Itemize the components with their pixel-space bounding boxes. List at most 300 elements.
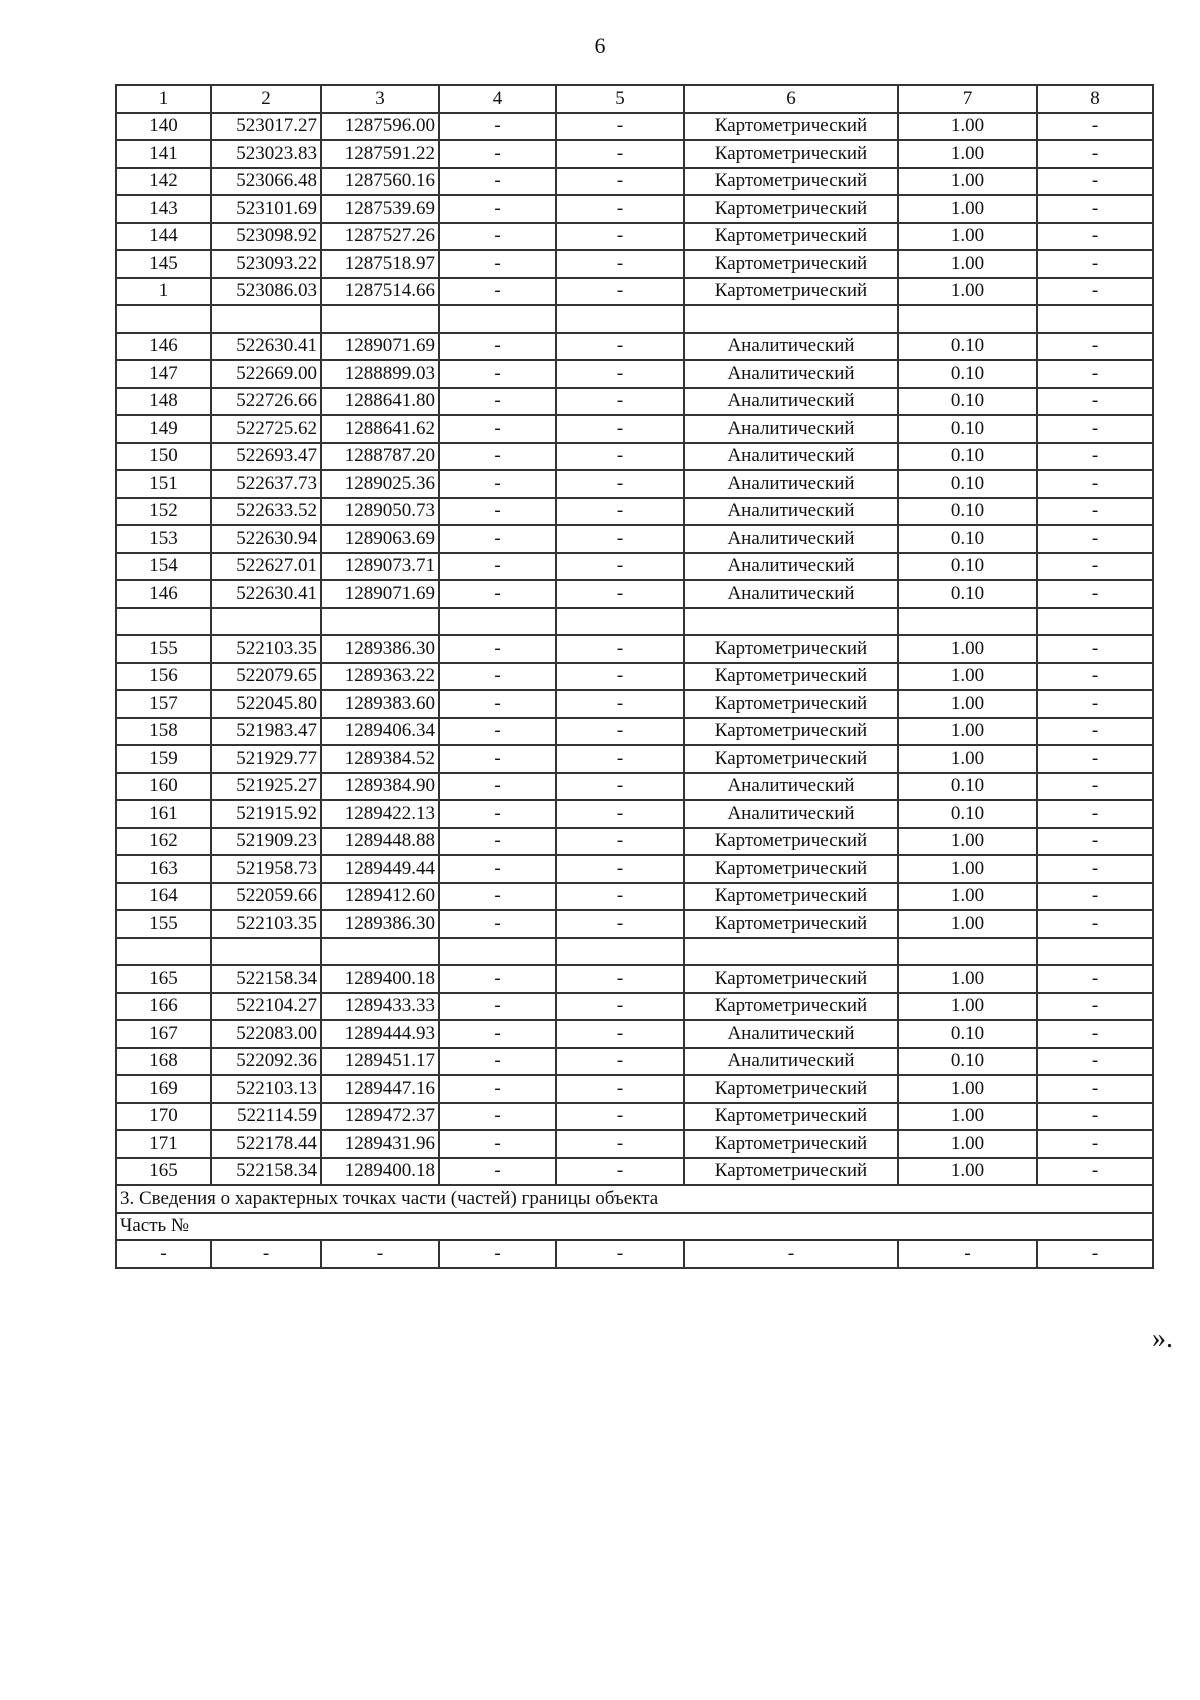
table-row xyxy=(116,250,1153,278)
table-cell-col-5: - xyxy=(556,993,684,1021)
table-cell-col-2: 521958.73 xyxy=(211,855,321,883)
table-cell-col-4: - xyxy=(439,800,556,828)
table-row xyxy=(116,388,1153,416)
table-cell-col-6: Аналитический xyxy=(684,360,898,388)
table-cell-col-5: - xyxy=(556,1103,684,1131)
table-cell-col-2: 522103.35 xyxy=(211,910,321,938)
table-cell-col-4: - xyxy=(439,168,556,196)
table-row xyxy=(116,965,1153,993)
table-cell-col-2: 522103.13 xyxy=(211,1075,321,1103)
table-cell-col-5: - xyxy=(556,443,684,471)
table-cell-col-7: 1.00 xyxy=(898,828,1037,856)
table-cell-col-6: Картометрический xyxy=(684,718,898,746)
table-cell-col-7: 1.00 xyxy=(898,690,1037,718)
table-cell-col-4: - xyxy=(439,140,556,168)
table-cell-col-2: 522158.34 xyxy=(211,965,321,993)
table-cell-col-3: 1287591.22 xyxy=(321,140,439,168)
page-number: 6 xyxy=(594,33,606,58)
table-cell-col-7: 0.10 xyxy=(898,1020,1037,1048)
table-row xyxy=(116,470,1153,498)
table-cell-col-4: - xyxy=(439,1048,556,1076)
table-cell-col-3: 1289025.36 xyxy=(321,470,439,498)
table-body xyxy=(116,85,1153,1268)
table-row xyxy=(116,195,1153,223)
table-cell-col-2: 522092.36 xyxy=(211,1048,321,1076)
table-cell-col-2: 522693.47 xyxy=(211,443,321,471)
table-cell-col-7 xyxy=(898,938,1037,966)
table-cell-col-7: 0.10 xyxy=(898,443,1037,471)
table-cell-col-5: - xyxy=(556,663,684,691)
table-cell-col-1: 153 xyxy=(116,525,211,553)
table-cell-col-6: Картометрический xyxy=(684,278,898,306)
table-cell-col-8: - xyxy=(1037,388,1153,416)
table-cell-col-1: 146 xyxy=(116,580,211,608)
table-cell-col-8: - xyxy=(1037,718,1153,746)
table-cell-col-6: Картометрический xyxy=(684,993,898,1021)
table-cell-col-7: 0.10 xyxy=(898,800,1037,828)
table-cell-col-7: 7 xyxy=(898,85,1037,113)
table-cell-col-3: 1289384.90 xyxy=(321,773,439,801)
table-cell-col-5: - xyxy=(556,140,684,168)
table-cell-col-3: 1289433.33 xyxy=(321,993,439,1021)
table-cell-col-1: 155 xyxy=(116,910,211,938)
table-cell-col-1: 170 xyxy=(116,1103,211,1131)
table-cell-col-1 xyxy=(116,608,211,636)
table-cell-col-7: 1.00 xyxy=(898,140,1037,168)
table-cell-col-3: 1289071.69 xyxy=(321,333,439,361)
table-cell-col-7: 0.10 xyxy=(898,415,1037,443)
table-cell-col-2 xyxy=(211,305,321,333)
table-cell-col-7: 1.00 xyxy=(898,745,1037,773)
table-cell-col-1: - xyxy=(116,1240,211,1268)
table-cell-col-1: 141 xyxy=(116,140,211,168)
table-cell-col-8: - xyxy=(1037,443,1153,471)
table-row xyxy=(116,690,1153,718)
table-cell-col-8 xyxy=(1037,608,1153,636)
table-cell-col-8: - xyxy=(1037,415,1153,443)
table-cell-col-4: - xyxy=(439,278,556,306)
table-cell-col-7: 1.00 xyxy=(898,113,1037,141)
table-cell-col-3: 1289073.71 xyxy=(321,553,439,581)
table-cell-col-3 xyxy=(321,608,439,636)
table-cell-col-8: - xyxy=(1037,993,1153,1021)
table-cell-col-7: 1.00 xyxy=(898,1103,1037,1131)
table-cell-col-6: Аналитический xyxy=(684,1048,898,1076)
table-cell-col-2: 522630.41 xyxy=(211,580,321,608)
table-cell-col-1: 164 xyxy=(116,883,211,911)
table-cell-col-2: 523093.22 xyxy=(211,250,321,278)
table-cell-col-8 xyxy=(1037,305,1153,333)
table-cell-col-6: Картометрический xyxy=(684,1130,898,1158)
table-cell-col-1: 143 xyxy=(116,195,211,223)
table-cell-col-6: Аналитический xyxy=(684,470,898,498)
table-cell-col-1: 166 xyxy=(116,993,211,1021)
table-cell-col-1: 157 xyxy=(116,690,211,718)
table-cell-col-4: - xyxy=(439,415,556,443)
table-cell-col-8: - xyxy=(1037,580,1153,608)
table-cell-col-3: 1288899.03 xyxy=(321,360,439,388)
table-cell-col-2: 522178.44 xyxy=(211,1130,321,1158)
table-cell-col-3: 1289447.16 xyxy=(321,1075,439,1103)
table-cell-col-1: 156 xyxy=(116,663,211,691)
table-cell-col-2: 522627.01 xyxy=(211,553,321,581)
table-cell-col-3: 1288787.20 xyxy=(321,443,439,471)
table-cell-col-4: - xyxy=(439,443,556,471)
table-row xyxy=(116,635,1153,663)
table-cell-col-4: - xyxy=(439,690,556,718)
table-cell-col-2: 521915.92 xyxy=(211,800,321,828)
table-cell-col-1: 163 xyxy=(116,855,211,883)
table-cell-col-3: 1289386.30 xyxy=(321,910,439,938)
table-cell-col-1 xyxy=(116,938,211,966)
table-row xyxy=(116,443,1153,471)
table-cell-col-2: 522630.94 xyxy=(211,525,321,553)
table-separator-row xyxy=(116,608,1153,636)
table-cell-col-8: - xyxy=(1037,855,1153,883)
table-cell-col-1: 142 xyxy=(116,168,211,196)
table-row xyxy=(116,745,1153,773)
table-cell-col-8: - xyxy=(1037,965,1153,993)
table-row xyxy=(116,553,1153,581)
table-cell-col-1: 155 xyxy=(116,635,211,663)
table-cell-col-7: 1.00 xyxy=(898,635,1037,663)
table-cell-col-8: - xyxy=(1037,745,1153,773)
table-cell-col-2: 522669.00 xyxy=(211,360,321,388)
table-cell-col-1: 168 xyxy=(116,1048,211,1076)
table-cell-col-7: 0.10 xyxy=(898,470,1037,498)
table-cell-col-6: Аналитический xyxy=(684,498,898,526)
table-cell-col-5: - xyxy=(556,745,684,773)
table-cell-col-6: Аналитический xyxy=(684,333,898,361)
table-cell-col-5: - xyxy=(556,388,684,416)
table-cell-col-4: - xyxy=(439,718,556,746)
table-cell-col-1: 145 xyxy=(116,250,211,278)
table-cell-col-5 xyxy=(556,938,684,966)
table-cell-col-4: - xyxy=(439,1020,556,1048)
table-cell-col-2: 522045.80 xyxy=(211,690,321,718)
table-cell-col-4 xyxy=(439,608,556,636)
table-cell-col-6: Картометрический xyxy=(684,250,898,278)
table-cell-col-2: 522114.59 xyxy=(211,1103,321,1131)
table-cell-col-5: - xyxy=(556,1158,684,1186)
table-row xyxy=(116,1158,1153,1186)
table-cell-col-6 xyxy=(684,608,898,636)
table-cell-col-7: 1.00 xyxy=(898,993,1037,1021)
table-cell-col-8: - xyxy=(1037,360,1153,388)
table-cell-col-2: 522103.35 xyxy=(211,635,321,663)
table-row xyxy=(116,1103,1153,1131)
table-row xyxy=(116,910,1153,938)
table-cell-col-3: 1289400.18 xyxy=(321,1158,439,1186)
table-cell-col-4: - xyxy=(439,910,556,938)
table-cell-col-3: 1287560.16 xyxy=(321,168,439,196)
table-cell-col-7: 0.10 xyxy=(898,388,1037,416)
table-cell-col-1: 165 xyxy=(116,1158,211,1186)
table-cell-col-3: 1289063.69 xyxy=(321,525,439,553)
table-cell-col-6: Картометрический xyxy=(684,690,898,718)
table-cell-col-7: 0.10 xyxy=(898,333,1037,361)
table-cell-col-7: 0.10 xyxy=(898,1048,1037,1076)
table-cell-col-2 xyxy=(211,938,321,966)
table-cell-col-6: Картометрический xyxy=(684,1103,898,1131)
table-cell-col-3: 1287539.69 xyxy=(321,195,439,223)
table-cell-col-4: - xyxy=(439,525,556,553)
table-cell-col-8: - xyxy=(1037,1158,1153,1186)
table-cell-col-7: 0.10 xyxy=(898,773,1037,801)
table-separator-row xyxy=(116,305,1153,333)
table-cell-col-3: 1289406.34 xyxy=(321,718,439,746)
table-cell-col-7: 1.00 xyxy=(898,195,1037,223)
table-cell-col-4: - xyxy=(439,388,556,416)
table-cell-col-4: - xyxy=(439,828,556,856)
table-cell-col-5: - xyxy=(556,910,684,938)
table-cell-col-7: 0.10 xyxy=(898,553,1037,581)
table-cell-col-7: 1.00 xyxy=(898,1158,1037,1186)
table-cell-col-6: Аналитический xyxy=(684,553,898,581)
table-cell-col-6: Картометрический xyxy=(684,663,898,691)
table-row xyxy=(116,278,1153,306)
table-cell-col-2: 521925.27 xyxy=(211,773,321,801)
section-title-row xyxy=(116,1185,1153,1213)
table-cell-col-4: - xyxy=(439,470,556,498)
table-cell-col-2: 522104.27 xyxy=(211,993,321,1021)
table-cell-col-7: 1.00 xyxy=(898,883,1037,911)
table-cell-col-3: 1288641.80 xyxy=(321,388,439,416)
table-cell-col-3: 1289384.52 xyxy=(321,745,439,773)
table-cell-col-6: Аналитический xyxy=(684,1020,898,1048)
table-cell-col-7 xyxy=(898,608,1037,636)
table-cell-col-4: - xyxy=(439,1130,556,1158)
table-row xyxy=(116,855,1153,883)
table-cell-col-4: - xyxy=(439,580,556,608)
table-cell-col-1: 171 xyxy=(116,1130,211,1158)
table-cell-col-5: - xyxy=(556,773,684,801)
table-cell-col-5: - xyxy=(556,470,684,498)
table-row xyxy=(116,498,1153,526)
table-cell-col-4: - xyxy=(439,195,556,223)
table-cell-col-1: 149 xyxy=(116,415,211,443)
table-cell-col-7: 1.00 xyxy=(898,168,1037,196)
table-cell-col-1: 167 xyxy=(116,1020,211,1048)
table-cell-col-3: 1289449.44 xyxy=(321,855,439,883)
table-cell-col-3: 1287527.26 xyxy=(321,223,439,251)
table-cell-col-5: - xyxy=(556,278,684,306)
table-row xyxy=(116,415,1153,443)
table-cell-col-5: - xyxy=(556,1020,684,1048)
table-cell-col-1: 160 xyxy=(116,773,211,801)
table-row xyxy=(116,223,1153,251)
coordinates-table xyxy=(115,84,1154,1269)
table-cell-col-1: 146 xyxy=(116,333,211,361)
table-cell-col-3: 1289448.88 xyxy=(321,828,439,856)
table-cell-col-5: - xyxy=(556,168,684,196)
table-cell-col-8: - xyxy=(1037,910,1153,938)
table-cell-col-3: 1289444.93 xyxy=(321,1020,439,1048)
table-cell-col-5 xyxy=(556,305,684,333)
table-cell-col-8: - xyxy=(1037,333,1153,361)
table-cell-col-5: - xyxy=(556,580,684,608)
table-cell-col-8: - xyxy=(1037,168,1153,196)
table-row xyxy=(116,663,1153,691)
table-cell-col-1: 150 xyxy=(116,443,211,471)
table-cell-col-8: - xyxy=(1037,635,1153,663)
table-cell-col-3 xyxy=(321,305,439,333)
table-cell-col-2: 521929.77 xyxy=(211,745,321,773)
table-cell-col-2: 521909.23 xyxy=(211,828,321,856)
table-cell-col-5: - xyxy=(556,360,684,388)
table-cell-col-6: Аналитический xyxy=(684,580,898,608)
table-cell-col-8: - xyxy=(1037,1130,1153,1158)
table-cell-col-6: Аналитический xyxy=(684,415,898,443)
table-row xyxy=(116,800,1153,828)
table-cell-col-7: 1.00 xyxy=(898,1075,1037,1103)
table-cell-col-2: 523098.92 xyxy=(211,223,321,251)
table-cell-col-3: 1287596.00 xyxy=(321,113,439,141)
table-row xyxy=(116,1130,1153,1158)
table-cell-col-4: - xyxy=(439,773,556,801)
table-cell-col-2: 522630.41 xyxy=(211,333,321,361)
table-row xyxy=(116,773,1153,801)
table-cell-col-2: 522059.66 xyxy=(211,883,321,911)
table-cell-col-1: 1 xyxy=(116,278,211,306)
table-cell-col-5: - xyxy=(556,250,684,278)
table-cell-col-8: - xyxy=(1037,690,1153,718)
table-cell-col-4: - xyxy=(439,965,556,993)
table-cell-col-6: Картометрический xyxy=(684,140,898,168)
table-cell-col-3: 1287518.97 xyxy=(321,250,439,278)
table-cell-col-3: 1289363.22 xyxy=(321,663,439,691)
table-cell-col-3: 1289071.69 xyxy=(321,580,439,608)
table-cell-col-4: - xyxy=(439,855,556,883)
table-cell-col-8: - xyxy=(1037,525,1153,553)
table-cell-col-2: 523101.69 xyxy=(211,195,321,223)
table-cell-col-7: 0.10 xyxy=(898,580,1037,608)
table-cell-col-2: 523023.83 xyxy=(211,140,321,168)
table-cell-col-5: - xyxy=(556,1075,684,1103)
table-cell-col-6: 6 xyxy=(684,85,898,113)
table-cell-col-4: - xyxy=(439,250,556,278)
table-cell-col-8 xyxy=(1037,938,1153,966)
table-cell-col-3: - xyxy=(321,1240,439,1268)
table-cell-col-5: - xyxy=(556,718,684,746)
table-cell-col-7: 1.00 xyxy=(898,965,1037,993)
section-title: 3. Сведения о характерных точках части (частей) границы объекта xyxy=(116,1185,1153,1213)
table-cell-col-4: - xyxy=(439,333,556,361)
table-cell-col-7: 0.10 xyxy=(898,498,1037,526)
table-cell-col-1: 159 xyxy=(116,745,211,773)
table-cell-col-3: 1289422.13 xyxy=(321,800,439,828)
table-cell-col-8: - xyxy=(1037,470,1153,498)
table-cell-col-1: 162 xyxy=(116,828,211,856)
table-cell-col-5: - xyxy=(556,883,684,911)
table-cell-col-7: 0.10 xyxy=(898,360,1037,388)
table-cell-col-6: Картометрический xyxy=(684,745,898,773)
table-row xyxy=(116,828,1153,856)
table-cell-col-4 xyxy=(439,305,556,333)
table-row xyxy=(116,525,1153,553)
table-cell-col-2: 2 xyxy=(211,85,321,113)
table-cell-col-5: - xyxy=(556,525,684,553)
table-cell-col-3: 1288641.62 xyxy=(321,415,439,443)
table-cell-col-3: 1289050.73 xyxy=(321,498,439,526)
table-cell-col-8: - xyxy=(1037,663,1153,691)
table-cell-col-3: 1289412.60 xyxy=(321,883,439,911)
part-number-label: Часть № xyxy=(116,1213,1153,1241)
table-cell-col-5: - xyxy=(556,1240,684,1268)
table-cell-col-5: - xyxy=(556,635,684,663)
table-row xyxy=(116,360,1153,388)
table-cell-col-4: - xyxy=(439,1240,556,1268)
table-cell-col-8: - xyxy=(1037,195,1153,223)
table-cell-col-2: 523066.48 xyxy=(211,168,321,196)
table-cell-col-5: - xyxy=(556,1048,684,1076)
table-cell-col-1: 1 xyxy=(116,85,211,113)
table-cell-col-5: - xyxy=(556,828,684,856)
table-cell-col-1: 161 xyxy=(116,800,211,828)
table-cell-col-2: - xyxy=(211,1240,321,1268)
table-cell-col-6: Картометрический xyxy=(684,883,898,911)
table-cell-col-5 xyxy=(556,608,684,636)
table-cell-col-7: 0.10 xyxy=(898,525,1037,553)
table-cell-col-3: 1287514.66 xyxy=(321,278,439,306)
table-cell-col-2: 522725.62 xyxy=(211,415,321,443)
table-row xyxy=(116,580,1153,608)
table-cell-col-6: Аналитический xyxy=(684,443,898,471)
table-cell-col-4: - xyxy=(439,498,556,526)
table-cell-col-1: 144 xyxy=(116,223,211,251)
table-cell-col-7: 1.00 xyxy=(898,223,1037,251)
table-cell-col-4: - xyxy=(439,883,556,911)
table-cell-col-2 xyxy=(211,608,321,636)
table-cell-col-2: 522079.65 xyxy=(211,663,321,691)
table-cell-col-4: - xyxy=(439,113,556,141)
table-cell-col-4: - xyxy=(439,360,556,388)
table-cell-col-1: 151 xyxy=(116,470,211,498)
table-cell-col-5: - xyxy=(556,965,684,993)
table-cell-col-6: Картометрический xyxy=(684,965,898,993)
table-cell-col-4: - xyxy=(439,635,556,663)
table-cell-col-5: 5 xyxy=(556,85,684,113)
table-cell-col-6: Картометрический xyxy=(684,113,898,141)
table-cell-col-1: 154 xyxy=(116,553,211,581)
table-cell-col-7: 1.00 xyxy=(898,1130,1037,1158)
table-cell-col-1: 147 xyxy=(116,360,211,388)
table-cell-col-4: - xyxy=(439,1158,556,1186)
table-cell-col-4: - xyxy=(439,993,556,1021)
table-final-row xyxy=(116,1240,1153,1268)
table-cell-col-6: Картометрический xyxy=(684,828,898,856)
table-cell-col-7: 1.00 xyxy=(898,278,1037,306)
table-cell-col-4: - xyxy=(439,223,556,251)
table-cell-col-8: - xyxy=(1037,1075,1153,1103)
table-cell-col-6: Картометрический xyxy=(684,855,898,883)
table-cell-col-6: Картометрический xyxy=(684,195,898,223)
table-row xyxy=(116,113,1153,141)
table-cell-col-8: - xyxy=(1037,278,1153,306)
table-cell-col-3: 1289386.30 xyxy=(321,635,439,663)
table-cell-col-6: Картометрический xyxy=(684,1075,898,1103)
table-cell-col-3: 1289472.37 xyxy=(321,1103,439,1131)
table-cell-col-8: - xyxy=(1037,498,1153,526)
table-row xyxy=(116,1048,1153,1076)
table-cell-col-2: 522158.34 xyxy=(211,1158,321,1186)
table-cell-col-1: 165 xyxy=(116,965,211,993)
table-cell-col-5: - xyxy=(556,498,684,526)
table-cell-col-8: - xyxy=(1037,773,1153,801)
closing-quote-mark: ». xyxy=(1152,1323,1173,1354)
table-cell-col-7: 1.00 xyxy=(898,250,1037,278)
table-cell-col-6: Картометрический xyxy=(684,635,898,663)
